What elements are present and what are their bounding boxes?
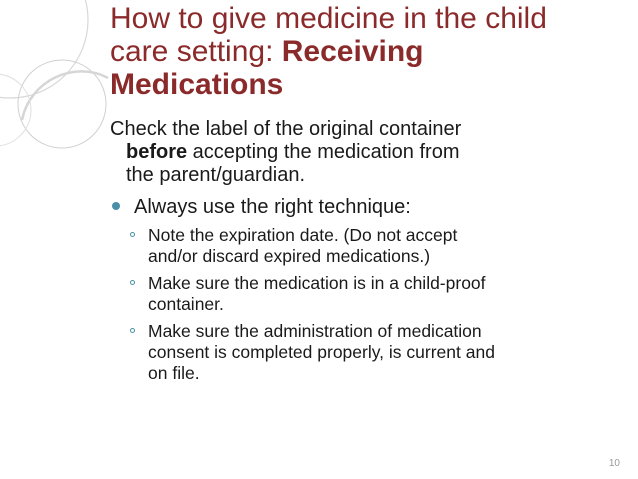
ring-bullet-icon xyxy=(130,280,135,285)
slide-body xyxy=(110,118,625,390)
intro-paragraph xyxy=(110,118,625,187)
sub-bullet-line: and/or discard expired medications.) xyxy=(148,246,431,266)
deco-circle-small xyxy=(0,74,31,146)
sub-bullet-line: on file. xyxy=(148,363,200,383)
title-line-3-bold: Medications xyxy=(110,68,284,101)
sub-bullet-line: Make sure the medication is in a child-proof xyxy=(148,273,486,293)
bullet-dot-icon xyxy=(112,202,120,210)
sub-bullet-item xyxy=(110,273,625,315)
intro-line-3: the parent/guardian. xyxy=(126,164,306,186)
intro-line-2-rest: accepting the medication from xyxy=(187,141,460,163)
title-line-2-bold: Receiving xyxy=(281,35,424,68)
ring-bullet-icon xyxy=(130,328,135,333)
deco-arc xyxy=(22,71,108,120)
sub-bullet-line: Make sure the administration of medication xyxy=(148,321,482,341)
intro-line-1: Check the label of the original container xyxy=(110,118,462,140)
sub-bullet-line: Note the expiration date. (Do not accept xyxy=(148,225,458,245)
title-line-2: care setting: xyxy=(110,35,282,68)
ring-bullet-icon xyxy=(130,232,135,237)
page-number: 10 xyxy=(608,458,620,469)
title-line-1: How to give medicine in the child xyxy=(110,2,547,35)
sub-bullet-list xyxy=(110,225,625,384)
intro-bold-word: before xyxy=(126,141,188,163)
bullet-item xyxy=(110,195,625,219)
sub-bullet-item xyxy=(110,225,625,267)
sub-bullet-line: container. xyxy=(148,294,224,314)
slide-title xyxy=(110,2,625,101)
sub-bullet-line: consent is completed properly, is current and xyxy=(148,342,495,362)
bullet-label: Always use the right technique: xyxy=(134,196,411,218)
sub-bullet-item xyxy=(110,321,625,384)
intro-line-2 xyxy=(110,141,625,164)
